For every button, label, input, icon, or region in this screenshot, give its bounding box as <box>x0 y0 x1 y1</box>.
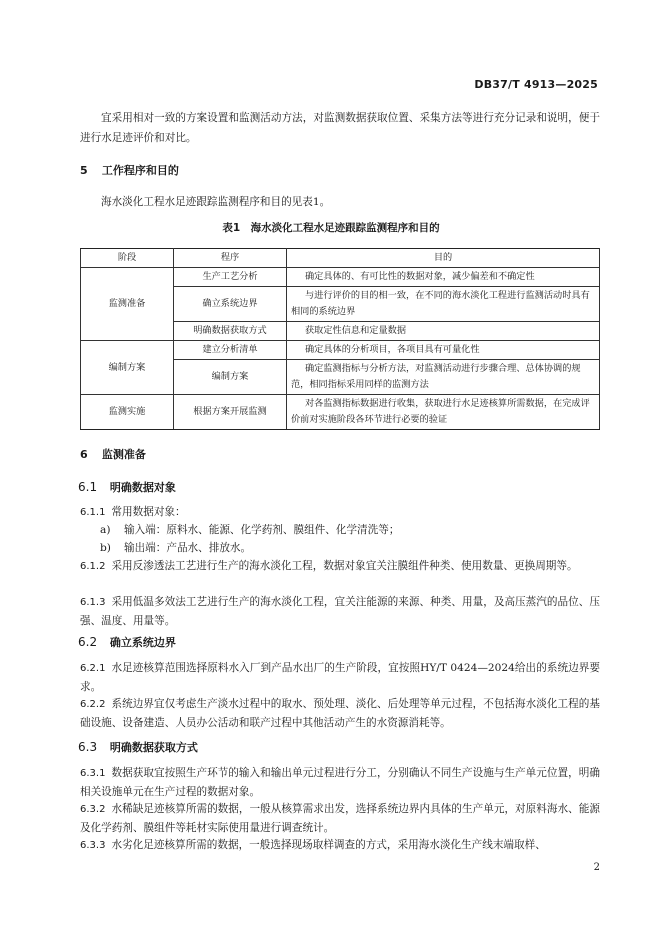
clause-text: 系统边界宜仅考虑生产淡水过程中的取水、预处理、淡化、后处理等单元过程，不包括海水淡化工程的基础设施、设备建造、人员办公活动和联产过程中其他活动产生的水资源消耗等。 <box>80 698 600 729</box>
table-header-row <box>81 249 600 268</box>
clause-text: 采用反渗透法工艺进行生产的海水淡化工程，数据对象宜关注膜组件种类、使用数量、更换周期等。 <box>111 560 578 572</box>
table-row <box>81 341 600 360</box>
clause-number: 6.3.2 <box>80 804 106 815</box>
clause-6-1-3 <box>80 593 600 630</box>
clause-number: 6.1.3 <box>80 597 106 608</box>
clause-number: 6.3.3 <box>80 840 106 851</box>
program-cell: 确立系统边界 <box>174 287 287 322</box>
purpose-cell: 对各监测指标数据进行收集，获取进行水足迹核算所需数据，在完成评价前对实施阶段各环节进行必要的验证 <box>287 395 600 430</box>
program-cell: 编制方案 <box>174 360 287 395</box>
clause-text: 水稀缺足迹核算所需的数据，一般从核算需求出发，选择系统边界内具体的生产单元，对原料海水、能源及化学药剂、膜组件等耗材实际使用量进行调查统计。 <box>80 803 600 834</box>
list-marker: a) <box>100 524 111 536</box>
section-number: 6 <box>80 448 88 461</box>
clause-number: 6.2.1 <box>80 663 106 674</box>
section-title: 工作程序和目的 <box>101 164 179 177</box>
section-number: 5 <box>80 164 88 177</box>
program-cell: 生产工艺分析 <box>174 268 287 287</box>
list-text: 输入端：原料水、能源、化学药剂、膜组件、化学清洗等； <box>124 524 400 536</box>
list-marker: b) <box>100 542 111 554</box>
page-number: 2 <box>593 862 600 873</box>
table-caption: 表1 海水淡化工程水足迹跟踪监测程序和目的 <box>222 222 440 234</box>
clause-number: 6.1.1 <box>80 507 106 518</box>
clause-number: 6.2.2 <box>80 699 106 710</box>
purpose-cell: 确定具体的、有可比性的数据对象，减少偏差和不确定性 <box>287 268 600 287</box>
clause-text: 水足迹核算范围选择原料水入厂到产品水出厂的生产阶段，宜按照HY/T 0424—2024给出的系统边界要求。 <box>80 662 600 693</box>
document-id: DB37/T 4913—2025 <box>474 78 598 91</box>
stage-cell: 编制方案 <box>81 341 174 395</box>
clause-number: 6.3.1 <box>80 768 106 779</box>
header-purpose: 目的 <box>287 249 600 268</box>
subsection-6-2-heading <box>78 634 176 650</box>
program-cell: 明确数据获取方式 <box>174 322 287 341</box>
list-item <box>100 521 399 539</box>
subsection-6-1-heading <box>78 479 176 495</box>
stage-cell: 监测实施 <box>81 395 174 430</box>
subsection-title: 确立系统边界 <box>109 636 176 649</box>
program-cell: 建立分析清单 <box>174 341 287 360</box>
subsection-title: 明确数据获取方式 <box>109 741 198 754</box>
clause-6-1-2 <box>80 557 600 576</box>
subsection-title: 明确数据对象 <box>109 481 176 494</box>
subsection-6-3-heading <box>78 739 198 755</box>
section-5-heading <box>80 162 179 178</box>
clause-text: 采用低温多效法工艺进行生产的海水淡化工程，宜关注能源的来源、种类、用量，及高压蒸汽的品位、压强、温度、用量等。 <box>80 596 600 627</box>
program-cell: 根据方案开展监测 <box>174 395 287 430</box>
clause-number: 6.1.2 <box>80 561 106 572</box>
section-title: 监测准备 <box>101 448 146 461</box>
list-text: 输出端：产品水、排放水。 <box>124 542 252 554</box>
clause-text: 数据获取宜按照生产环节的输入和输出单元过程进行分工，分别确认不同生产设施与生产单元位置，明确相关设施单元在生产过程的数据对象。 <box>80 767 600 798</box>
header-stage: 阶段 <box>81 249 174 268</box>
purpose-cell: 与进行评价的目的相一致，在不同的海水淡化工程进行监测活动时具有相同的系统边界 <box>287 287 600 322</box>
clause-6-3-2 <box>80 800 600 837</box>
clause-6-3-1 <box>80 764 600 801</box>
section-5-paragraph: 海水淡化工程水足迹跟踪监测程序和目的见表1。 <box>101 196 331 208</box>
subsection-number: 6.3 <box>78 740 98 754</box>
intro-paragraph: 宜采用相对一致的方案设置和监测活动方法，对监测数据获取位置、采集方法等进行充分记录和说明，便于进行水足迹评价和对比。 <box>80 112 600 144</box>
procedure-table <box>80 248 600 430</box>
purpose-cell: 确定具体的分析项目，各项目具有可量化性 <box>287 341 600 360</box>
table-row <box>81 395 600 430</box>
stage-cell: 监测准备 <box>81 268 174 341</box>
section-6-heading <box>80 446 146 462</box>
clause-text: 水劣化足迹核算所需的数据，一般选择现场取样调查的方式，采用海水淡化生产线末端取样、 <box>111 839 546 851</box>
clause-6-1-1 <box>80 503 600 522</box>
clause-text: 常用数据对象： <box>111 506 186 518</box>
clause-6-2-2 <box>80 695 600 732</box>
subsection-number: 6.1 <box>78 480 98 494</box>
purpose-cell: 确定监测指标与分析方法，对监测活动进行步骤合理、总体协调的规范，相同指标采用同样的监测方法 <box>287 360 600 395</box>
clause-6-2-1 <box>80 659 600 696</box>
purpose-cell: 获取定性信息和定量数据 <box>287 322 600 341</box>
clause-6-3-3 <box>80 836 600 855</box>
subsection-number: 6.2 <box>78 635 98 649</box>
list-item <box>100 539 251 557</box>
table-row <box>81 268 600 287</box>
header-program: 程序 <box>174 249 287 268</box>
